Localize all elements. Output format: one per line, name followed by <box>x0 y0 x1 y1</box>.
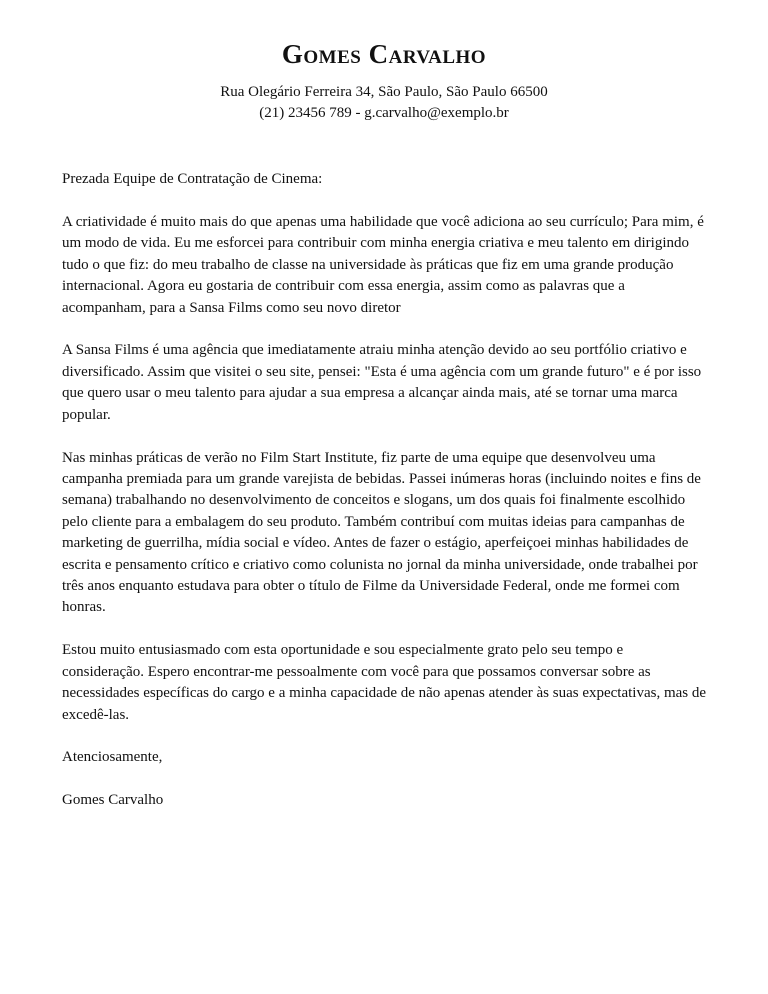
letter-header <box>62 38 706 124</box>
paragraph-3: Nas minhas práticas de verão no Film Start Institute, fiz parte de uma equipe que desenvolveu uma campanha premiada para um grande varejista de bebidas. Passei inúmeras horas (incluindo noites e fins de semana) trabalhando no desenvolvimento de conceitos e slogans, um dos quais foi finalmente escolhido pelo cliente para a embalagem do seu produto. Também contribuí com muitas ideias para campanhas de marketing de guerrilha, mídia social e vídeo. Antes de fazer o estágio, aperfeiçoei minhas habilidades de escrita e pensamento crítico e criativo como colunista no jornal da minha universidade, onde trabalhei por três anos enquanto estudava para obter o título de Filme da Universidade Federal, onde me formei com honras. <box>62 449 701 616</box>
sender-address: Rua Olegário Ferreira 34, São Paulo, São Paulo 66500 <box>220 84 548 100</box>
paragraph-2: A Sansa Films é uma agência que imediatamente atraiu minha atenção devido ao seu portfólio criativo e diversificado. Assim que visitei o seu site, pensei: "Esta é uma agência com um grande futuro" e é por isso que quero usar o meu talento para ajudar a sua empresa a alcançar ainda mais, até se tornar uma marca popular. <box>62 342 702 423</box>
closing: Atenciosamente, <box>62 749 163 766</box>
salutation: Prezada Equipe de Contratação de Cinema: <box>62 171 323 187</box>
sender-name: Gomes Carvalho <box>281 39 487 69</box>
signature: Gomes Carvalho <box>62 792 164 809</box>
letter-body <box>62 169 706 812</box>
paragraph-4: Estou muito entusiasmado com esta oportunidade e sou especialmente grato pelo seu tempo e consideração. Espero encontrar-me pessoalmente com você para que possamos conversar sobre as necessidades específicas do cargo e a minha capacidade de não apenas atender às suas expectativas, mas de excedê-las. <box>62 642 707 723</box>
paragraph-1: A criatividade é muito mais do que apenas uma habilidade que você adiciona ao seu currículo; Para mim, é um modo de vida. Eu me esforcei para contribuir com minha energia criativa e meu talento em dirigindo tudo o que fiz: do meu trabalho de classe na universidade às práticas que fiz em uma grande produção internacional. Agora eu gostaria de contribuir com essa energia, assim como as palavras que a acompanham, para a Sansa Films como seu novo diretor <box>62 213 704 316</box>
sender-contact: (21) 23456 789 - g.carvalho@exemplo.br <box>259 105 509 121</box>
